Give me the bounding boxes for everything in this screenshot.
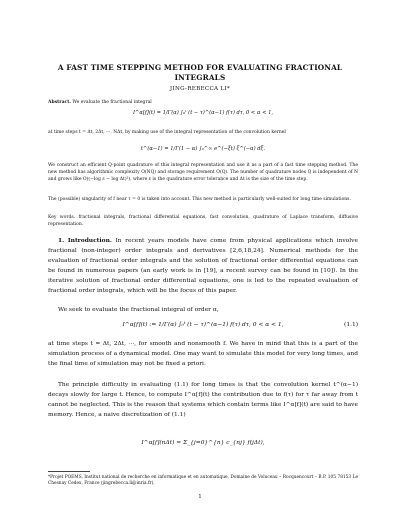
intro-paragraph-2: We seek to evaluate the fractional integral of order α, <box>58 307 219 313</box>
paper-author: JING-REBECCA LI* <box>169 86 231 92</box>
paper-title: A FAST TIME STEPPING METHOD FOR EVALUATING FRACTIONAL INTEGRALS <box>57 63 343 82</box>
abstract-mid: at time steps t = Δt, 2Δt, ···, NΔt, by making use of the integral representation of the convolution kernel <box>48 130 286 135</box>
abstract-body: We construct an efficient Q-point quadrature of this integral representation and use it as a part of a fast time stepping method. The new method has algorithmic complexity O(NQ) and storage requirement O(Q). The number of quadrature nodes Q is independent of N and grows like O((−log ε − log Δt)²), where ε is the quadrature error tolerance and Δt is the size of the time step. <box>48 163 358 182</box>
abstract-equation-2: t^(α−1) = 1/Γ(1 − α) ∫₀^∞ e^(−ξt) ξ^(−α) dξ. <box>140 146 266 152</box>
intro-paragraph-4: The principle difficulty in evaluating (1.1) for long times is that the convolution kernel t^(α−1) decays slowly for large t. Hence, to compute I^α[f](t) the contribution due to f(τ) for τ far away from t cannot be neglected. This is the reason that systems which contain terms like I^α[f](t) are said to have memory. Hence, a naive discretization of (1.1) <box>48 382 358 418</box>
intro-paragraph-1-text: In recent years models have come from physical applications which involve fractional (non-integer) order integrals and derivatives [2,6,18,24]. Numerical methods for the evaluation of fractional order integrals and the solution of fractional order differential equations can be found in numerous papers (an early work is in [19], a recent survey can be found in [10]). In the iterative solution of fractional order differential equations, one is led to the repeated evaluation of fractional order integrals, which will be the focus of this paper. <box>48 238 359 294</box>
main-equation: I^α[f](t) := 1/Γ(α) ∫₀ᵗ (t − τ)^(α−1) f(τ) dτ, 0 < α < 1, <box>122 322 284 328</box>
abstract-intro <box>48 99 358 106</box>
naive-equation: I^α[f](nΔt) ≈ Σ_{j=0}^{n} c_{nj} f(jΔt), <box>141 440 265 446</box>
abstract-body-2: The (possible) singularity of f near τ = 0 is taken into account. This new method is particularly well-suited for long time simulations. <box>48 197 351 202</box>
keywords: Key words. fractional integrals, fractional differential equations, fast convolution, quadrature of Laplace transform, diffusive representation. <box>48 215 358 227</box>
intro-paragraph-3: at time steps t = Δt, 2Δt, ···, for smooth and nonsmooth f. We have in mind that this is a part of the simulation process of a dynamical model. One may want to simulate this model for very long times, and the final time of simulation may not be fixed a priori. <box>48 341 358 367</box>
intro-paragraph-1 <box>48 236 358 296</box>
abstract-equation-1: I^α[f](t) = 1/Γ(α) ∫₀ᵗ (t − τ)^(α−1) f(τ) dτ, 0 < α < 1, <box>132 110 274 116</box>
footnote-rule <box>48 471 90 472</box>
page-number: 1 <box>198 494 202 500</box>
abstract-intro-text: We evaluate the fractional integral <box>72 100 152 105</box>
section-heading: 1. Introduction. <box>58 237 112 244</box>
abstract-label: Abstract. <box>48 100 71 105</box>
equation-number: (1.1) <box>344 322 358 328</box>
footnote: *Projet POEMS, Institut national de recherche en informatique et en automatique, Domaine de Voluceau – Rocquencourt – B.P. 105 78153 Le Chesnay Cedex, France (jingrebecca.li@inria.fr). <box>48 475 358 487</box>
